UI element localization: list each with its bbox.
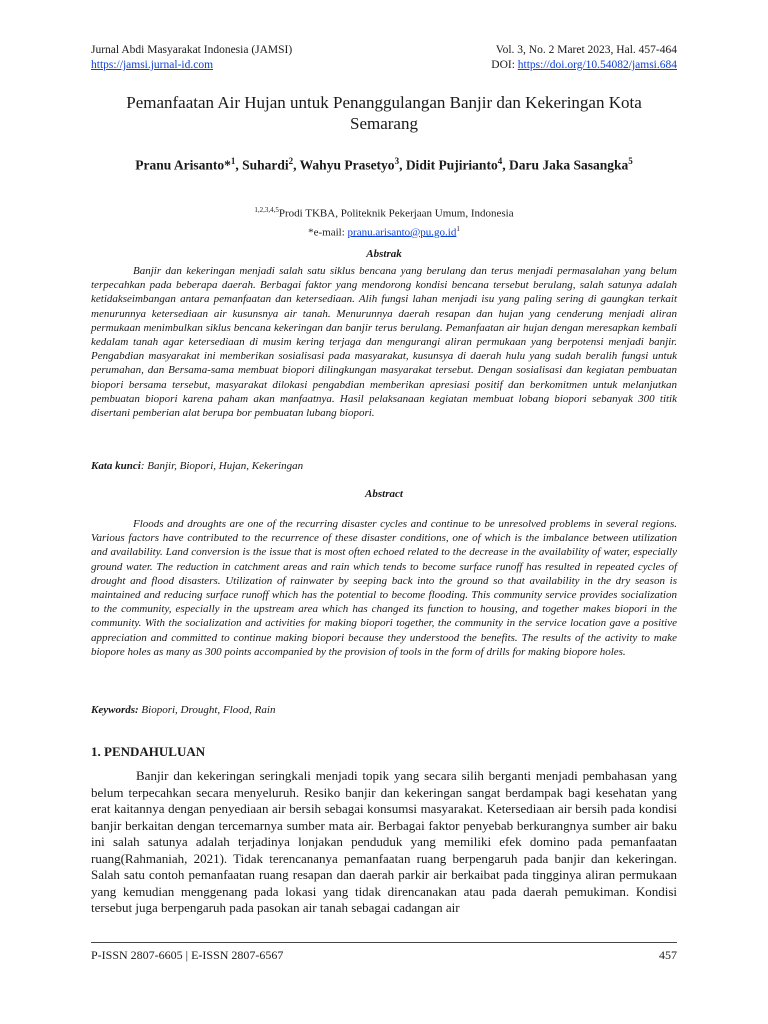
kata-kunci-label: Kata kunci xyxy=(91,460,141,472)
kata-kunci-text: : Banjir, Biopori, Hujan, Kekeringan xyxy=(140,460,304,472)
volume-info: Vol. 3, No. 2 Maret 2023, Hal. 457-464 xyxy=(495,44,677,56)
abstract-text: Floods and droughts are one of the recurring disaster cycles and continue to be unresolved problems in several regions. Various factors have contributed to the recurrence of these disaster conditions, one of which is the imbalance between utilization and availability. Land conversion is the issue that is most often echoed related to the decrease in the availability of water, especially ground water. The reduction in catchment areas and rain which tends to become surface runoff has resulted in repeated cycles of drought and flood disasters. Utilization of rainwater by seeping back into the ground so that availability in the dry season is maintained and reducing surface runoff which has the potential to become flooding. This community service provides socialization to the community, especially in the upstream area which has changed its function to housing, and together makes biopori in the community. With the socialization and activities for making biopori together, the community in the service location gave a positive appreciation and committed to continue making biopori because they understood the benefits. The results of the activity to make biopore holes as many as 300 points accompanied by the provision of tools in the form of drills for making biopore holes. xyxy=(91,518,677,658)
keywords-text: Biopori, Drought, Flood, Rain xyxy=(138,704,276,716)
abstrak-text: Banjir dan kekeringan menjadi salah satu siklus bencana yang berulang dan terus menjadi permasalahan yang belum terpecahkan pada beberapa daerah. Berbagai faktor yang mendorong kondisi bencana tersebut berulang, salah satunya adalah ketidakseimbangan antara pemanfaatan dan ketersediaan. Alih fungsi lahan menjadi isu yang paling sering di gaungkan terkait menurunnya ketersediaan air kusunsnya air tanah. Menurunnya daerah resapan dan hujan yang cenderung menjadi aliran permukaan menimbulkan siklus bencana kekeringan dan banjir terus berulang. Pemanfaatan air hujan dengan meresapkan kembali kedalam tanah agar ketersediaan di musim kering terjaga dan mengurangi aliran permukaan yang berpotensi menjadi banjir. Pengabdian masyarakat ini memberikan sosialisasi pada masyarakat, kusunsya di daerah hulu yang sudah beralih fungsi untuk perumahan, dan Bersama-sama membuat biopori dilingkungan masyarakat tersebut. Dengan sosialisasi dan kegiatan pembuatan biopori bersama tersebut, masyarakat dilokasi pengabdian memberikan apresiasi positif dan berkomitmen untuk melanjutkan pembuatan biopori karena paham akan manfaatnya. Hasil pelaksanaan kegiatan membuat lobang biopori sebanyak 300 titik disertani pemberian alat berupa bor pembuatan lubang biopori. xyxy=(91,265,677,420)
author-sup: 4 xyxy=(497,156,503,166)
author-sup: 3 xyxy=(394,156,400,166)
author-name: , Daru Jaka Sasangka xyxy=(502,157,629,173)
paper-title: Pemanfaatan Air Hujan untuk Penanggulangan Banjir dan Kekeringan Kota Semarang xyxy=(126,93,642,133)
issn-text: P-ISSN 2807-6605 | E-ISSN 2807-6567 xyxy=(91,948,284,962)
email-sup: 1 xyxy=(456,224,460,233)
abstrak-heading: Abstrak xyxy=(366,248,402,260)
email-link[interactable]: pranu.arisanto@pu.go.id xyxy=(347,226,457,239)
doi-link[interactable]: https://doi.org/10.54082/jamsi.684 xyxy=(517,59,677,71)
affiliation-text: Prodi TKBA, Politeknik Pekerjaan Umum, Indonesia xyxy=(278,207,514,220)
affiliation-line xyxy=(91,203,677,222)
keywords xyxy=(91,704,677,716)
abstract-heading: Abstract xyxy=(365,488,403,500)
journal-url-link[interactable]: https://jamsi.jurnal-id.com xyxy=(91,59,214,71)
affiliation-sup: 1,2,3,4,5 xyxy=(254,206,279,214)
email-line xyxy=(91,222,677,241)
journal-name: Jurnal Abdi Masyarakat Indonesia (JAMSI) xyxy=(91,44,293,56)
kata-kunci xyxy=(91,460,677,472)
section-body: Banjir dan kekeringan seringkali menjadi topik yang secara silih berganti menjadi pembahasan yang belum terpecahkan secara menyeluruh. Resiko banjir dan kekeringan sangat berdampak bagi kesehatan yang erat kaitannya dengan penyediaan air bersih sebagai konsumsi masyarakat. Ketersediaan air bersih pada kondisi banjir berkaitan dengan tercemarnya sumber mata air. Berbagai faktor penyebab berkurangnya sumber air baku ini salah satunya adalah terjadinya lonjakan penduduk yang memiliki efek domino pada pemanfaatan ruang(Rahmaniah, 2021). Tidak terencananya pemanfaatan ruang berpengaruh pada banjir dan kekeringan. Salah satu contoh pemanfaatan ruang resapan dan daerah parkir air berkaibat pada tingginya aliran permukaan yang kemudian menggenang pada lokasi yang tidak direncanakan atau pada daerah pemukiman. Kondisi tersebut juga berpengaruh pada pasokan air tanah sebagai cadangan air xyxy=(91,768,677,915)
author-sup: 5 xyxy=(628,156,633,166)
author-list xyxy=(91,152,677,175)
doi-line xyxy=(491,58,677,73)
doi-label: DOI: xyxy=(491,59,518,71)
footer-divider xyxy=(91,942,677,943)
page-number: 457 xyxy=(659,948,677,962)
section-heading: 1. PENDAHULUAN xyxy=(91,744,206,759)
author-name: Pranu Arisanto* xyxy=(135,157,231,173)
email-label: *e-mail: xyxy=(308,226,348,239)
author-sup: 2 xyxy=(288,156,294,166)
author-name: , Wahyu Prasetyo xyxy=(293,157,395,173)
affiliation xyxy=(91,203,677,240)
keywords-label: Keywords: xyxy=(91,704,139,716)
author-name: , Didit Pujirianto xyxy=(399,157,498,173)
author-sup: 1 xyxy=(230,156,236,166)
author-name: , Suhardi xyxy=(235,157,289,173)
